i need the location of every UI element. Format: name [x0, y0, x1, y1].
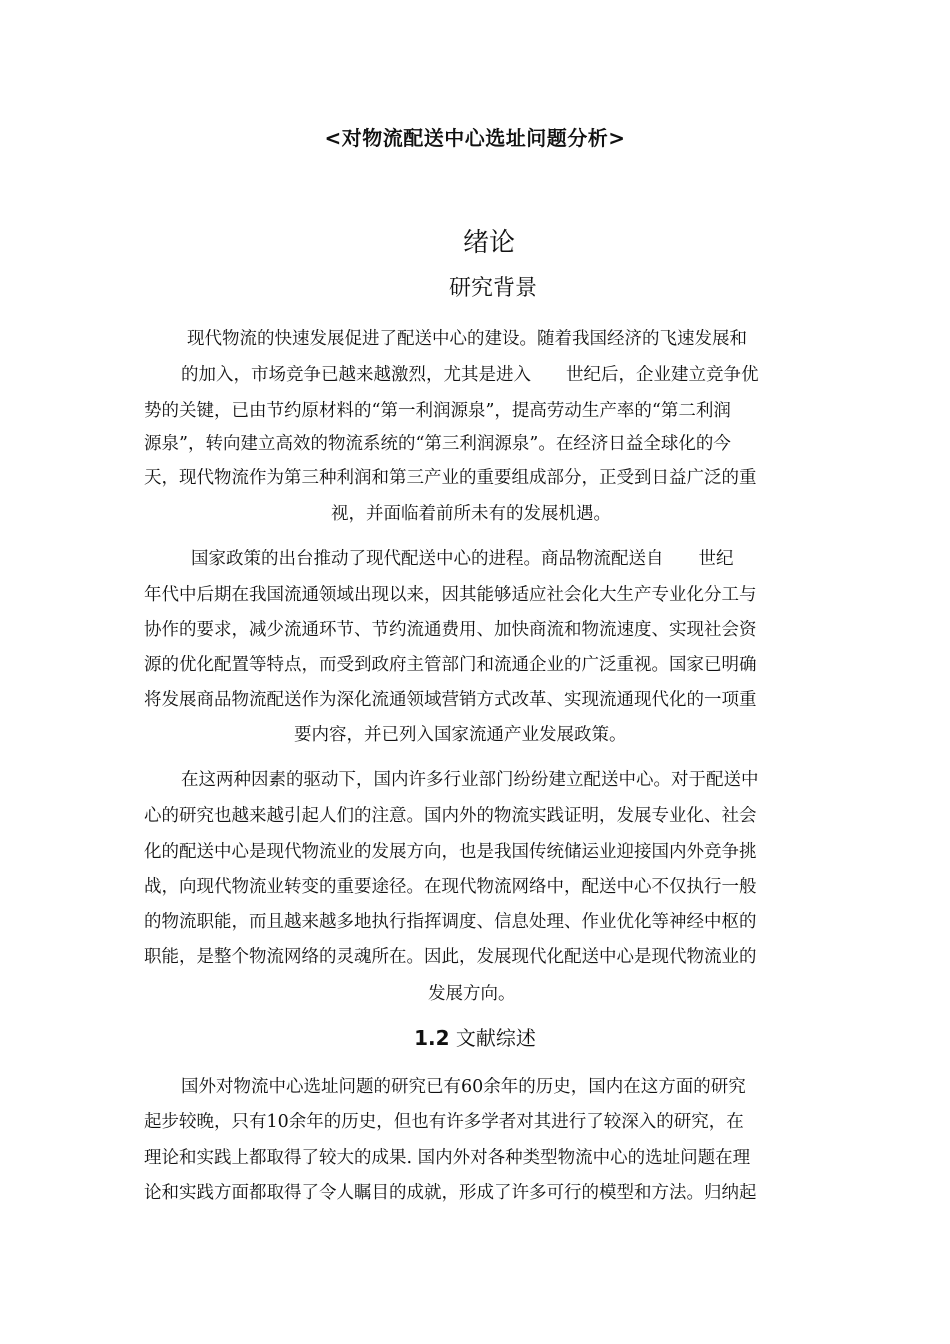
paragraph-line: 年代中后期在我国流通领域出现以来，因其能够适应社会化大生产专业化分工与 [144, 585, 757, 605]
paragraph-line: 发展方向。 [428, 984, 516, 1004]
paragraph-line: 源泉”，转向建立高效的物流系统的“第三利润源泉”。在经济日益全球化的今 [144, 434, 731, 454]
paragraph-line: 战，向现代物流业转变的重要途径。在现代物流网络中，配送中心不仅执行一般 [144, 877, 757, 897]
paragraph-line: 化的配送中心是现代物流业的发展方向，也是我国传统储运业迎接国内外竞争挑 [144, 842, 757, 862]
subsection-number: 1.2 [414, 1026, 450, 1050]
document-title: <对物流配送中心选址问题分析> [324, 126, 626, 150]
paragraph-line: 国外对物流中心选址问题的研究已有60余年的历史，国内在这方面的研究 [181, 1077, 746, 1097]
chapter-heading: 绪论 [462, 228, 515, 258]
paragraph-line: 要内容，并已列入国家流通产业发展政策。 [294, 725, 627, 745]
subsection-title-text: 文献综述 [455, 1026, 536, 1050]
paragraph-line: 国家政策的出台推动了现代配送中心的进程。商品物流配送自 世纪 [191, 549, 734, 569]
paragraph-line: 现代物流的快速发展促进了配送中心的建设。随着我国经济的飞速发展和 [187, 329, 747, 349]
paragraph-line: 协作的要求，减少流通环节、节约流通费用、加快商流和物流速度、实现社会资 [144, 620, 757, 640]
paragraph-line: 理论和实践上都取得了较大的成果. 国内外对各种类型物流中心的选址问题在理 [144, 1148, 751, 1168]
paragraph-line: 势的关键，已由节约原材料的“第一利润源泉”，提高劳动生产率的“第二利润 [144, 401, 731, 421]
section-heading: 研究背景 [448, 276, 537, 301]
paragraph-line: 视，并面临着前所未有的发展机遇。 [331, 504, 611, 524]
paragraph-line: 职能，是整个物流网络的灵魂所在。因此，发展现代化配送中心是现代物流业的 [144, 947, 757, 967]
paragraph-line: 的物流职能，而且越来越多地执行指挥调度、信息处理、作业优化等神经中枢的 [144, 912, 757, 932]
paragraph-line: 论和实践方面都取得了令人瞩目的成就，形成了许多可行的模型和方法。归纳起 [144, 1183, 757, 1203]
paragraph-line: 的加入，市场竞争已越来越激烈，尤其是进入 世纪后，企业建立竞争优 [181, 365, 759, 385]
paragraph-line: 源的优化配置等特点，而受到政府主管部门和流通企业的广泛重视。国家已明确 [144, 655, 757, 675]
subsection-heading [0, 1022, 950, 1051]
paragraph-line: 将发展商品物流配送作为深化流通领域营销方式改革、实现流通现代化的一项重 [144, 690, 757, 710]
paragraph-line: 起步较晚，只有10余年的历史，但也有许多学者对其进行了较深入的研究，在 [144, 1112, 744, 1132]
paragraph-line: 心的研究也越来越引起人们的注意。国内外的物流实践证明，发展专业化、社会 [144, 806, 757, 826]
paragraph-line: 在这两种因素的驱动下，国内许多行业部门纷纷建立配送中心。对于配送中 [181, 770, 759, 790]
paragraph-line: 天，现代物流作为第三种利润和第三产业的重要组成部分，正受到日益广泛的重 [144, 468, 757, 488]
